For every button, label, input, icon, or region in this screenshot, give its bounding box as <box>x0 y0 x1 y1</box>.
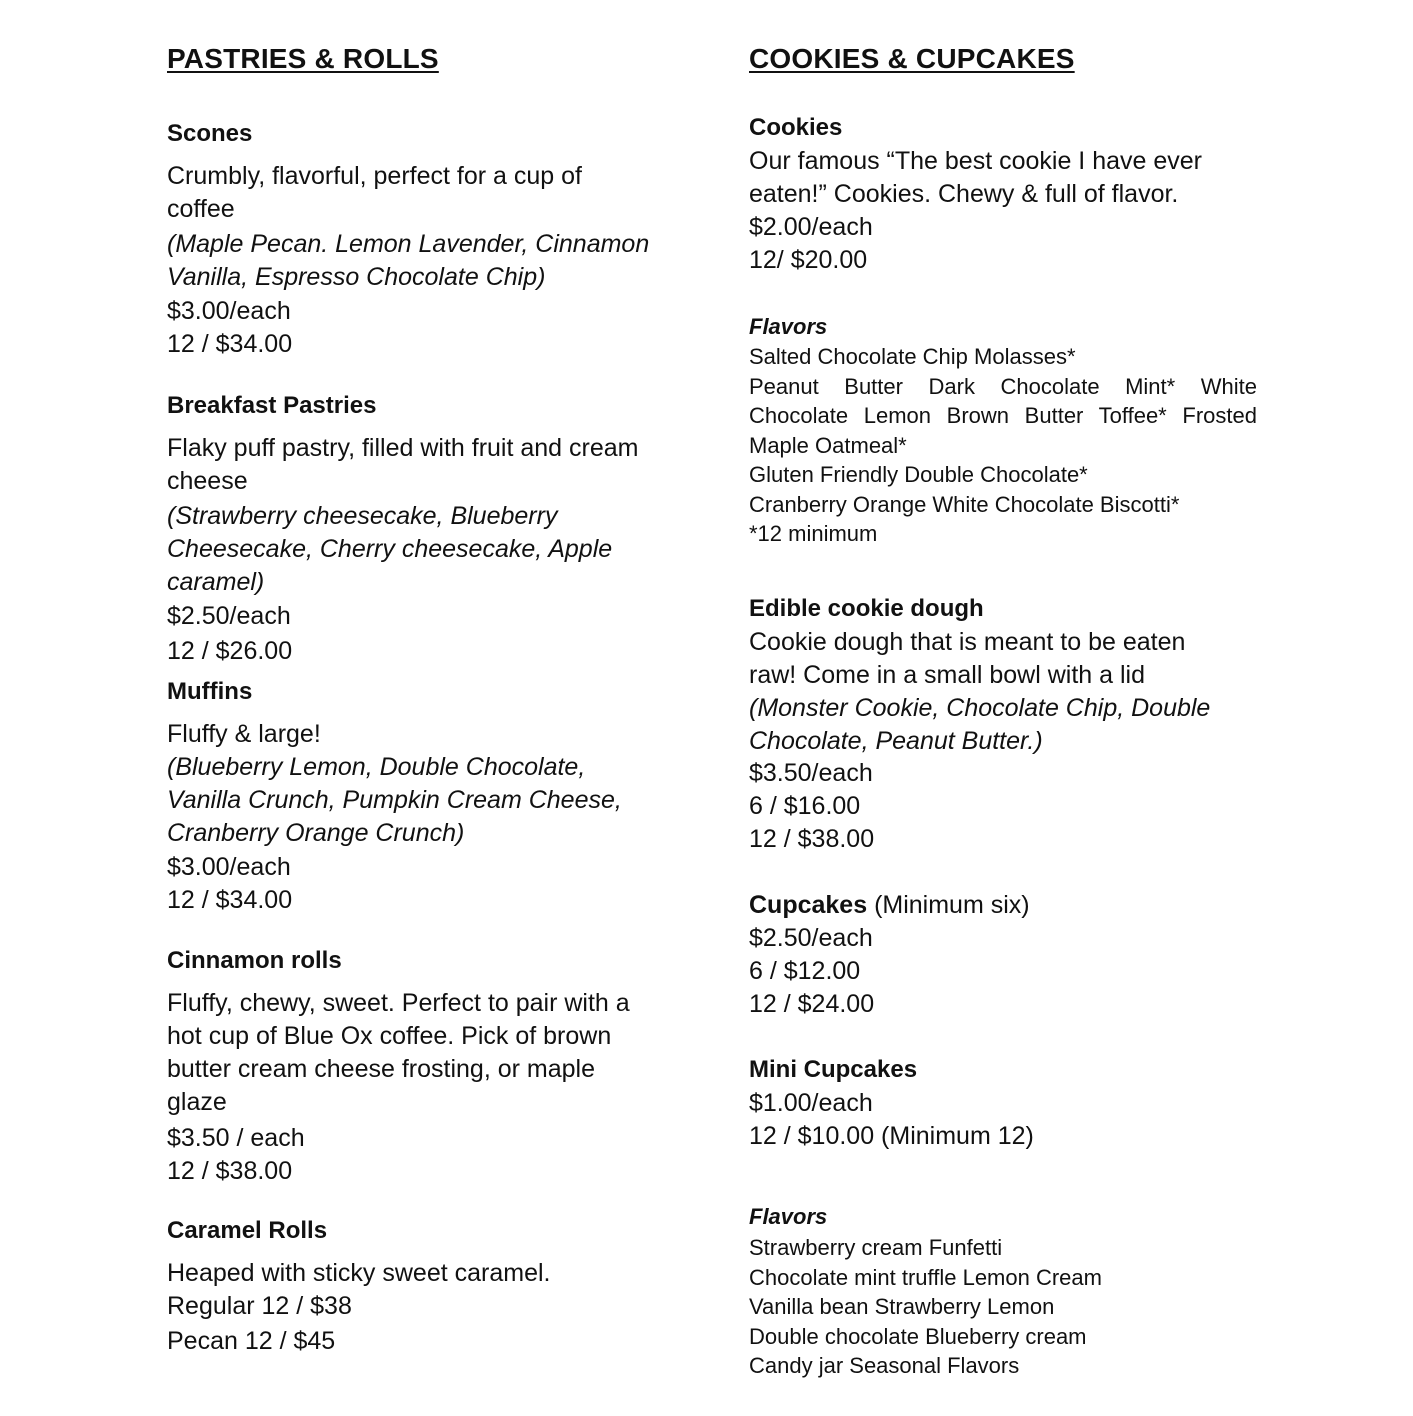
item-flavors-muffins <box>167 751 622 850</box>
flavor-line: Cranberry Orange White Chocolate Biscotti* <box>749 491 1180 517</box>
item-price-muffins <box>167 851 292 917</box>
desc-line: cheese <box>167 467 248 495</box>
price-dozen: 12 / $34.00 <box>167 886 293 914</box>
price-each: $2.50/each <box>749 924 873 952</box>
flavor-line: Cranberry Orange Crunch) <box>167 819 465 847</box>
item-flavors-scones <box>167 228 649 294</box>
item-title-cookies: Cookies <box>749 114 843 141</box>
cupcake-flavors-title: Flavors <box>749 1204 828 1229</box>
price-dozen: 12 / $10.00 (Minimum 12) <box>749 1122 1034 1150</box>
desc-line: butter cream cheese frosting, or maple <box>167 1055 595 1083</box>
flavor-line: caramel) <box>167 568 265 596</box>
desc-line: Our famous “The best cookie I have ever <box>749 147 1202 175</box>
flavor-line: Candy jar Seasonal Flavors <box>749 1353 1020 1378</box>
flavor-line: Peanut Butter Dark Chocolate Mint* White Chocolate Lemon Brown Butter Toffee* Frosted Maple Oatmeal* <box>749 373 1257 458</box>
desc-line: glaze <box>167 1088 227 1116</box>
cookie-flavors-list <box>749 342 1257 549</box>
price-pecan: Pecan 12 / $45 <box>167 1327 336 1355</box>
price-dozen: 12 / $26.00 <box>167 637 293 665</box>
price-each: $2.00/each <box>749 213 873 241</box>
item-cupcakes <box>749 889 1030 1021</box>
item-title-caramel-rolls: Caramel Rolls <box>167 1217 328 1244</box>
desc-line: Flaky puff pastry, filled with fruit and cream <box>167 434 639 462</box>
cupcakes-minimum-note: (Minimum six) <box>867 891 1030 919</box>
cupcakes-heading-line <box>749 889 1030 922</box>
price-dozen: 12 / $38.00 <box>749 825 875 853</box>
price-dozen: 12 / $38.00 <box>167 1157 293 1185</box>
item-title-scones: Scones <box>167 120 253 147</box>
item-desc-cookies <box>749 145 1202 277</box>
item-desc-muffins: Fluffy & large! <box>167 720 321 748</box>
flavor-line: Vanilla bean Strawberry Lemon <box>749 1294 1055 1319</box>
price-six: 6 / $12.00 <box>749 957 861 985</box>
item-price-edible-cookie-dough <box>749 757 874 856</box>
flavor-line: Gluten Friendly Double Chocolate* <box>749 462 1088 487</box>
item-price-scones <box>167 295 292 361</box>
item-title-cinnamon-rolls: Cinnamon rolls <box>167 947 342 974</box>
desc-line: hot cup of Blue Ox coffee. Pick of brown <box>167 1022 612 1050</box>
flavor-line: (Blueberry Lemon, Double Chocolate, <box>167 753 586 781</box>
item-flavors-breakfast-pastries <box>167 500 612 599</box>
item-desc-breakfast-pastries <box>167 432 638 498</box>
price-each: $3.00/each <box>167 853 291 881</box>
flavor-line: (Strawberry cheesecake, Blueberry <box>167 502 558 530</box>
cupcake-flavors-list <box>749 1233 1102 1381</box>
desc-line: Heaped with sticky sweet caramel. <box>167 1259 551 1287</box>
flavor-line: Strawberry cream Funfetti <box>749 1235 1003 1260</box>
item-title-cupcakes: Cupcakes <box>749 891 868 919</box>
item-desc-edible-cookie-dough <box>749 626 1185 692</box>
flavor-line: Double chocolate Blueberry cream <box>749 1323 1087 1349</box>
price-dozen: 12 / $24.00 <box>749 990 875 1018</box>
desc-line: eaten!” Cookies. Chewy & full of flavor. <box>749 180 1179 208</box>
flavor-line: Salted Chocolate Chip Molasses* <box>749 344 1076 369</box>
section-heading-pastries: PASTRIES & ROLLS <box>167 43 439 74</box>
item-title-muffins: Muffins <box>167 678 253 705</box>
flavor-line: (Maple Pecan. Lemon Lavender, Cinnamon <box>167 230 650 258</box>
flavor-line: Chocolate, Peanut Butter.) <box>749 727 1043 755</box>
item-title-breakfast-pastries: Breakfast Pastries <box>167 392 377 419</box>
price-each: $3.50/each <box>749 759 873 787</box>
flavor-line: (Monster Cookie, Chocolate Chip, Double <box>749 694 1211 722</box>
item-title-edible-cookie-dough: Edible cookie dough <box>749 595 984 622</box>
price-each: $2.50/each <box>167 602 291 630</box>
price-each: $1.00/each <box>749 1089 873 1117</box>
desc-line: Fluffy, chewy, sweet. Perfect to pair with a <box>167 989 630 1017</box>
item-desc-cinnamon-rolls <box>167 987 630 1119</box>
flavor-line: Vanilla Crunch, Pumpkin Cream Cheese, <box>167 786 622 814</box>
item-price-mini-cupcakes <box>749 1087 1034 1153</box>
price-each: $3.00/each <box>167 297 291 325</box>
price-dozen: 12/ $20.00 <box>749 246 868 274</box>
desc-line: raw! Come in a small bowl with a lid <box>749 661 1145 689</box>
item-desc-caramel-rolls <box>167 1257 550 1358</box>
price-regular: Regular 12 / $38 <box>167 1292 352 1320</box>
price-dozen: 12 / $34.00 <box>167 330 293 358</box>
cookie-flavors-title: Flavors <box>749 314 828 339</box>
item-flavors-edible-cookie-dough <box>749 692 1210 758</box>
item-price-breakfast-pastries <box>167 600 292 668</box>
item-desc-scones <box>167 160 582 226</box>
flavor-line: Chocolate mint truffle Lemon Cream <box>749 1264 1102 1290</box>
flavor-line: Vanilla, Espresso Chocolate Chip) <box>167 263 546 291</box>
desc-line: Cookie dough that is meant to be eaten <box>749 628 1186 656</box>
section-heading-cookies: COOKIES & CUPCAKES <box>749 43 1075 74</box>
price-each: $3.50 / each <box>167 1124 305 1152</box>
desc-line: coffee <box>167 195 235 223</box>
item-title-mini-cupcakes: Mini Cupcakes <box>749 1056 918 1083</box>
price-six: 6 / $16.00 <box>749 792 861 820</box>
minimum-note: *12 minimum <box>749 521 878 546</box>
item-price-cinnamon-rolls <box>167 1122 305 1188</box>
desc-line: Crumbly, flavorful, perfect for a cup of <box>167 162 582 190</box>
flavor-line: Cheesecake, Cherry cheesecake, Apple <box>167 535 613 563</box>
